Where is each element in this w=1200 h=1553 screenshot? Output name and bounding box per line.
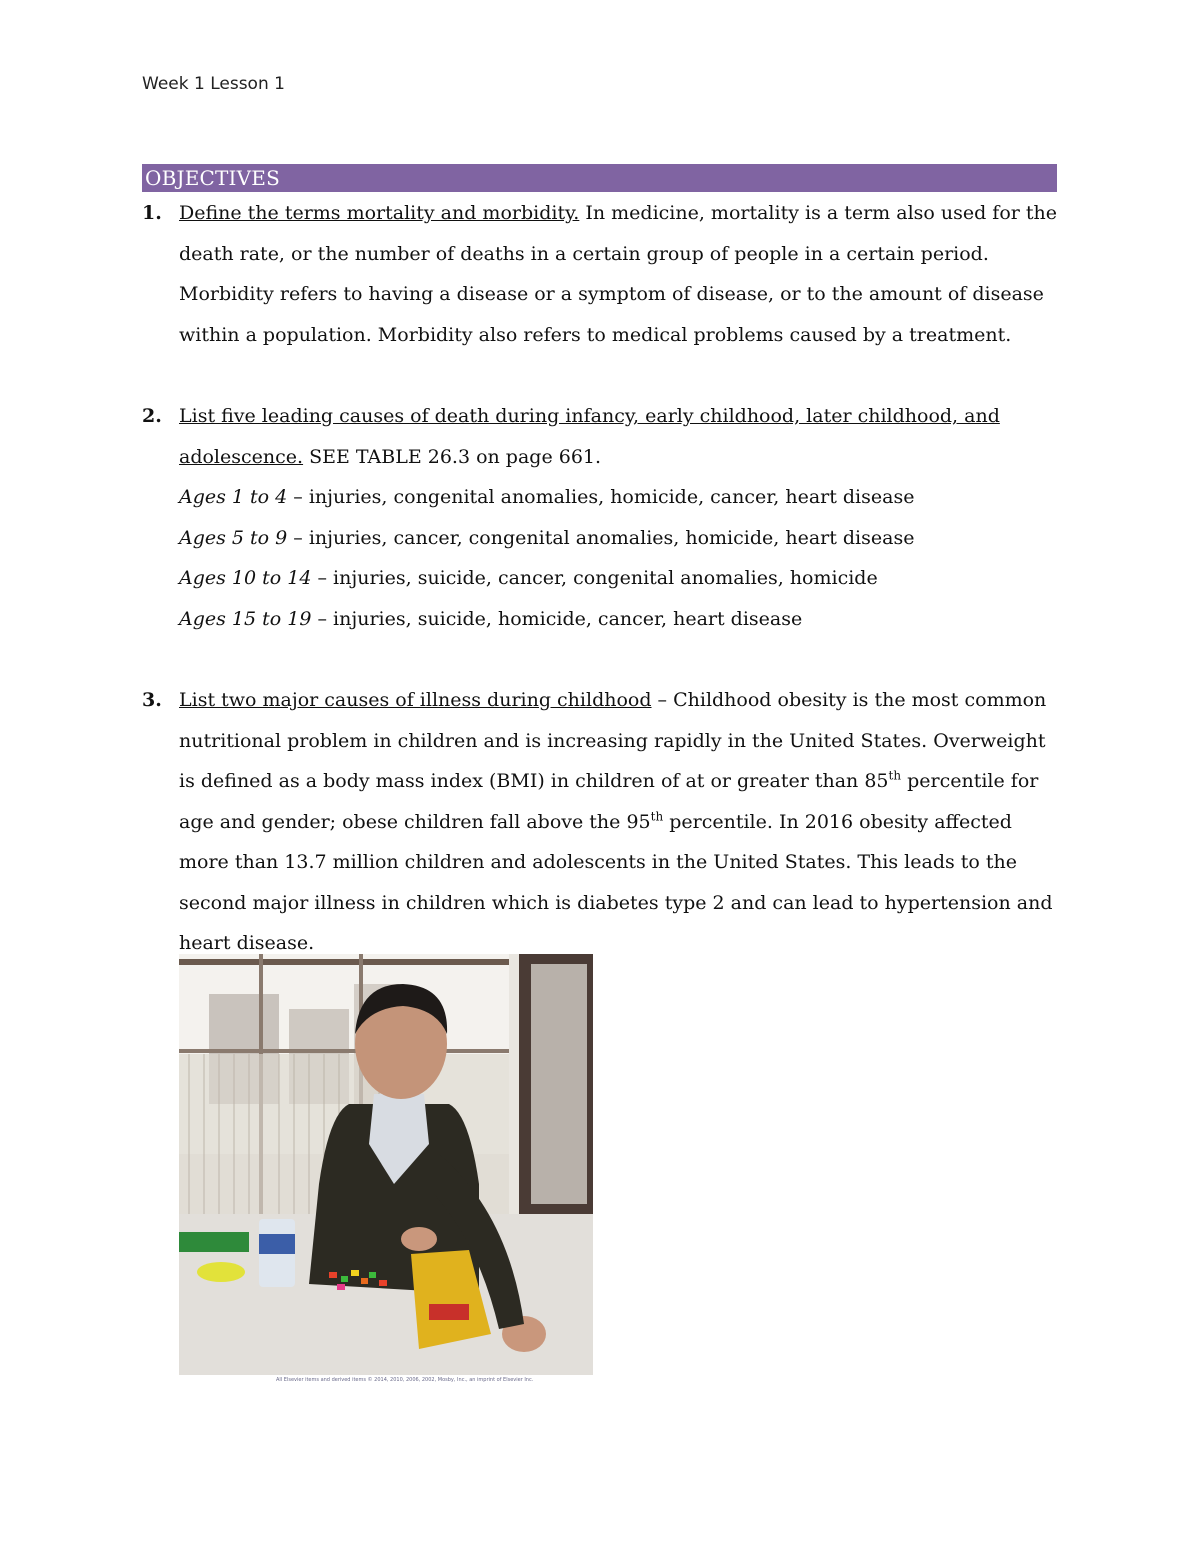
age-causes: – injuries, cancer, congenital anomalies, homicide, heart disease: [287, 526, 915, 549]
item-lead: List five leading causes of death during infancy, early childhood, later childhood, and adolescence.: [179, 405, 1000, 468]
age-row: [179, 477, 1059, 518]
item-lead: List two major causes of illness during childhood: [179, 689, 652, 711]
item-text: – Childhood obesity is the most common nutritional problem in children and is increasing rapidly in the United States. Overweight is defined as a body mass index (BMI) in children of at or greater than 85: [179, 689, 1047, 792]
item-body: [179, 680, 1059, 964]
objectives-heading-bar: [142, 164, 1057, 192]
item-text: percentile for age and gender; obese children fall above the 95: [179, 770, 1039, 833]
age-label: Ages 15 to 19: [179, 607, 312, 630]
item-number: 3.: [142, 689, 162, 711]
age-causes: – injuries, suicide, homicide, cancer, heart disease: [311, 607, 803, 630]
age-causes: – injuries, congenital anomalies, homicide, cancer, heart disease: [287, 486, 915, 508]
superscript: th: [888, 768, 902, 783]
item-number: 2.: [142, 405, 162, 427]
photo-caption: All Elsevier items and derived items © 2014, 2010, 2006, 2002, Mosby, Inc., an imprint of Elsevier Inc.: [276, 1377, 534, 1383]
item-lead: Define the terms mortality and morbidity.: [179, 202, 580, 224]
age-label: Ages 5 to 9: [179, 526, 288, 549]
age-causes: – injuries, suicide, cancer, congenital anomalies, homicide: [311, 567, 878, 589]
age-label: Ages 10 to 14: [179, 567, 312, 589]
objectives-heading: OBJECTIVES: [145, 166, 280, 190]
age-row: [179, 558, 1059, 599]
age-label: Ages 1 to 4: [179, 486, 288, 508]
item-text: In medicine, mortality is a term also used for the death rate, or the number of deaths in a certain group of people in a certain period. Morbidity refers to having a disease or a symptom of disease, or to the amount of disease within a population. Morbidity also refers to medical problems caused by a treatment.: [179, 202, 1058, 346]
age-row: [179, 518, 1059, 559]
item-text: SEE TABLE 26.3 on page 661.: [303, 445, 602, 468]
child-snack-photo: [179, 954, 593, 1375]
superscript: th: [650, 809, 664, 824]
item-number: 1.: [142, 202, 162, 224]
age-row: [179, 599, 1059, 640]
item-intro: [179, 396, 1059, 477]
item-text: percentile. In 2016 obesity affected more than 13.7 million children and adolescents in the United States. This leads to the second major illness in children which is diabetes type 2 and can lead to hypertension and heart disease.: [179, 810, 1053, 954]
item-body: [179, 193, 1059, 355]
item-body: [179, 396, 1059, 639]
page-header: Week 1 Lesson 1: [142, 74, 285, 94]
